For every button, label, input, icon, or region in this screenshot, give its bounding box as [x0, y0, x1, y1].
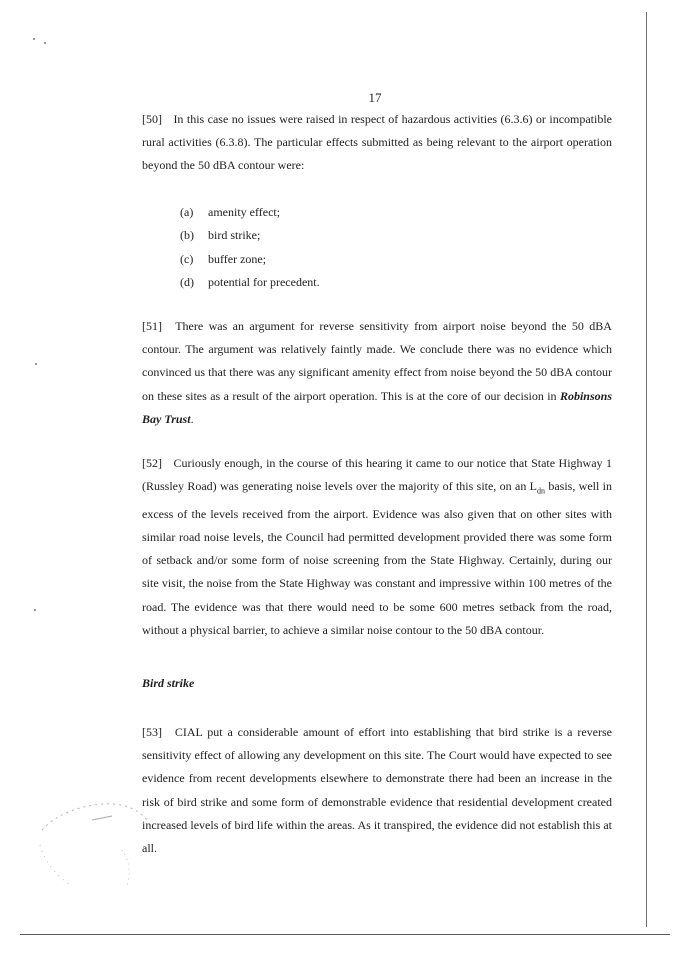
paragraph-text-continued: basis, well in excess of the levels received from the airport. Evidence was also given that on other sites with similar road noise levels, the Council had permitted development provided there was some form of setback and/or some form of noise screening from the State Highway. Certainly, during our site visit, the noise from the State Highway was constant and impressive within 100 metres of the road. The evidence was that there would need to be some 600 metres setback from the road, without a physical barrier, to achieve a similar noise contour to the 50 dBA contour. [142, 479, 612, 637]
paragraph-52 [142, 452, 612, 642]
scan-speck [33, 38, 35, 40]
scan-speck [34, 609, 36, 611]
paragraph-53 [142, 721, 612, 860]
faint-stamp-trace [22, 790, 172, 900]
ldn-subscript: dn [536, 486, 545, 496]
list-item-text: potential for precedent. [208, 274, 320, 289]
paragraph-number: [51] [142, 319, 162, 333]
list-item [180, 201, 320, 224]
section-heading-bird-strike: Bird strike [142, 676, 195, 690]
paragraph-end-punctuation: . [190, 411, 194, 426]
list-item-text: bird strike; [208, 228, 261, 243]
scan-speck [44, 42, 46, 44]
paragraph-text: In this case no issues were raised in respect of hazardous activities (6.3.6) or incompatible rural activities (6.3.8). The particular effects submitted as being relevant to the airport operation beyond the 50 dBA contour were: [142, 112, 613, 173]
list-item [180, 271, 320, 294]
scan-speck [35, 363, 37, 365]
paragraph-number: [52] [142, 456, 162, 470]
list-marker: (c) [180, 251, 194, 266]
list-item [180, 248, 320, 271]
list-marker: (d) [180, 274, 194, 289]
paragraph-text: Curiously enough, in the course of this hearing it came to our notice that State Highway 1 (Russley Road) was generating noise levels over the majority of this site, on an L [142, 456, 613, 494]
list-marker: (a) [180, 205, 194, 219]
paragraph-text: There was an argument for reverse sensitivity from airport noise beyond the 50 dBA contour. The argument was relatively faintly made. We conclude there was no evidence which convinced us that there was any significant amenity effect from noise beyond the 50 dBA contour on these sites as a result of the airport operation. This is at the core of our decision in [142, 319, 612, 403]
list-item-text: buffer zone; [208, 251, 267, 266]
case-citation: Robinsons Bay Trust [142, 388, 612, 426]
scan-edge-bottom [20, 934, 670, 935]
scan-edge-right [646, 12, 647, 927]
list-item [180, 224, 320, 247]
paragraph-number: [53] [142, 725, 162, 739]
page-number: 17 [368, 90, 382, 105]
paragraph-text: CIAL put a considerable amount of effort into establishing that bird strike is a reverse sensitivity effect of allowing any development on this site. The Court would have expected to see evidence from recent developments elsewhere to demonstrate there had been an increase in the risk of bird strike and some form of demonstrable evidence that residential development created increased levels of bird life within the areas. As it transpired, the evidence did not establish this at all. [142, 725, 612, 856]
list-marker: (b) [180, 228, 194, 243]
list-item-text: amenity effect; [208, 205, 281, 219]
paragraph-51 [142, 315, 612, 431]
effects-list [180, 201, 320, 294]
paragraph-50 [142, 108, 612, 178]
paragraph-number: [50] [142, 112, 162, 126]
